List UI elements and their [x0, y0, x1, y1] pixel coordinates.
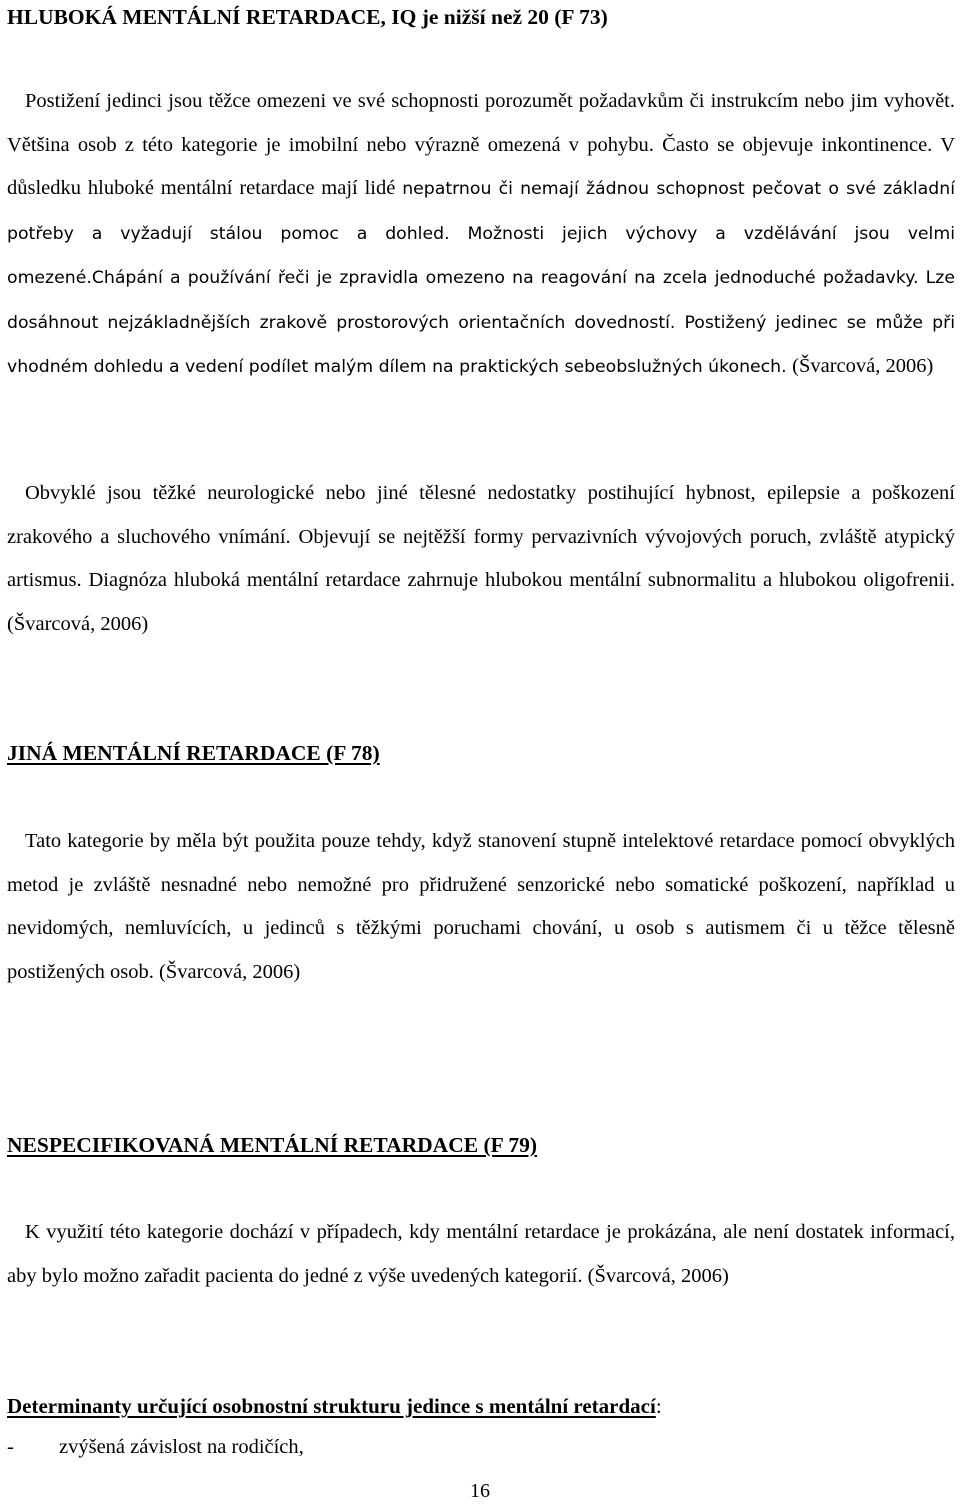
list-dash: -	[7, 1436, 14, 1458]
text-run: Postižení jedinci jsou těžce omezeni ve své schopnosti porozumět požadavkům či instrukcím nebo jim vyhovět. Většina osob z této kategorie je imobilní nebo výrazně omezená v pohybu. Často se objevuje inkontinence.	[7, 90, 955, 156]
section-heading-profound: HLUBOKÁ MENTÁLNÍ RETARDACE, IQ je nižší než 20 (F 73)	[7, 5, 608, 29]
text-run: V důsledku hluboké mentální retardace mají lidé	[7, 133, 955, 199]
determinants-title: Determinanty určující osobnostní strukturu jedince s mentální retardací	[7, 1394, 656, 1418]
section-heading-unspecified: NESPECIFIKOVANÁ MENTÁLNÍ RETARDACE (F 79)	[7, 1133, 537, 1157]
text-run: nepatrnou či nemají žádnou schopnost pečovat o své základní potřeby a vyžadují stálou pomoc a dohled. Možnosti jejich výchovy a vzdělávání jsou velmi omezené.Chápání a používání řeči je zpravidla omezeno na reagování na zcela jednoduché požadavky. Lze dosáhnout nejzákladnějších zrakově prostorových orientačních dovedností. Postižený jedinec se může při vhodném dohledu a vedení podílet malým dílem na praktických sebeobslužných úkonech.	[7, 179, 955, 377]
paragraph-profound-1	[7, 80, 955, 390]
determinants-line	[7, 1394, 662, 1419]
list-item-text: zvýšená závislost na rodičích,	[59, 1436, 304, 1458]
determinants-colon: :	[655, 1394, 662, 1418]
page-number: 16	[470, 1480, 490, 1502]
paragraph-profound-2: Obvyklé jsou těžké neurologické nebo jiné tělesné nedostatky postihující hybnost, epilepsie a poškození zrakového a sluchového vnímání. Objevují se nejtěžší formy pervazivních vývojových poruch, zvláště atypický artismus. Diagnóza hluboká mentální retardace zahrnuje hlubokou mentální subnormalitu a hlubokou oligofrenii. (Švarcová, 2006)	[7, 482, 955, 635]
paragraph-unspecified: K využití této kategorie dochází v případech, kdy mentální retardace je prokázána, ale není dostatek informací, aby bylo možno zařadit pacienta do jedné z výše uvedených kategorií. (Švarcová, 2006)	[7, 1221, 955, 1287]
text-run: (Švarcová, 2006)	[792, 355, 934, 377]
list-item	[7, 1436, 304, 1459]
paragraph-other: Tato kategorie by měla být použita pouze tehdy, když stanovení stupně intelektové retardace pomocí obvyklých metod je zvláště nesnadné nebo nemožné pro přidružené senzorické nebo somatické poškození, například u nevidomých, nemluvících, u jedinců s těžkými poruchami chování, u osob s autismem či u těžce tělesně postižených osob. (Švarcová, 2006)	[7, 830, 955, 983]
section-heading-other: JINÁ MENTÁLNÍ RETARDACE (F 78)	[7, 741, 380, 765]
